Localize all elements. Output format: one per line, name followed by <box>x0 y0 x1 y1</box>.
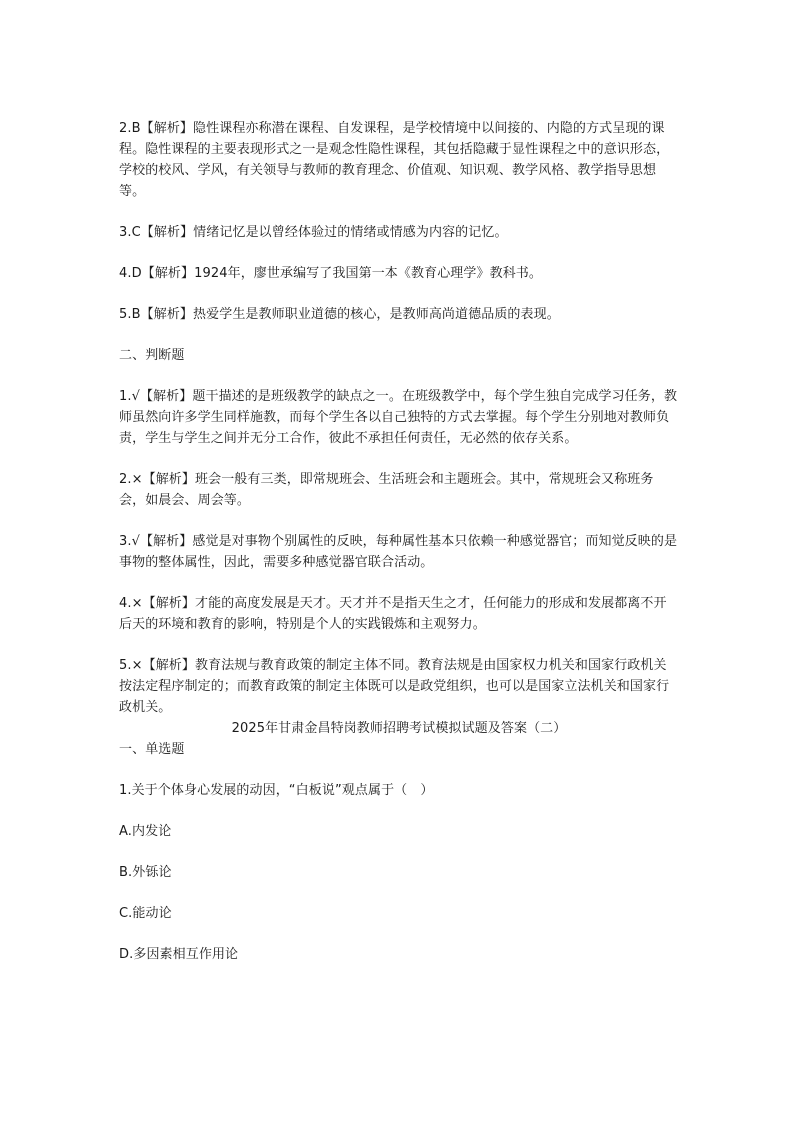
document-content <box>119 118 679 985</box>
judgment-explanation-4: 4.×【解析】才能的高度发展是天才。天才并不是指天生之才，任何能力的形成和发展都离不开后天的环境和教育的影响，特别是个人的实践锻炼和主观努力。 <box>119 596 667 632</box>
option-d: D.多因素相互作用论 <box>119 947 239 962</box>
answer-explanation-5: 5.B【解析】热爱学生是教师职业道德的核心，是教师高尚道德品质的表现。 <box>119 307 560 322</box>
section-title-judgment: 二、判断题 <box>119 348 185 363</box>
judgment-explanation-1: 1.√【解析】题干描述的是班级教学的缺点之一。在班级教学中，每个学生独自完成学习任务，教师虽然向许多学生同样施教，而每个学生各以自己独特的方式去掌握。每个学生分别地对教师负责，学生与学生之间并无分工合作，彼此不承担任何责任，无必然的依存关系。 <box>119 389 678 446</box>
answer-explanation-2: 2.B【解析】隐性课程亦称潜在课程、自发课程，是学校情境中以间接的、内隐的方式呈现的课程。隐性课程的主要表现形式之一是观念性隐性课程，其包括隐藏于显性课程之中的意识形态，学校的校风、学风，有关领导与教师的教育理念、价值观、知识观、教学风格、教学指导思想等。 <box>119 121 670 199</box>
judgment-explanation-2: 2.×【解析】班会一般有三类，即常规班会、生活班会和主题班会。其中，常规班会又称班务会，如晨会、周会等。 <box>119 472 654 508</box>
option-a: A.内发论 <box>119 824 172 839</box>
answer-explanation-3: 3.C【解析】情绪记忆是以曾经体验过的情绪或情感为内容的记忆。 <box>119 225 508 240</box>
question-stem: 1.关于个体身心发展的动因，“白板说”观点属于（ ） <box>119 783 434 798</box>
answer-explanation-4: 4.D【解析】1924年，廖世承编写了我国第一本《教育心理学》教科书。 <box>119 266 542 281</box>
exam-title: 2025年甘肃金昌特岗教师招聘考试模拟试题及答案（二） <box>231 721 567 736</box>
judgment-explanation-3: 3.√【解析】感觉是对事物个别属性的反映，每种属性基本只依赖一种感觉器官；而知觉反映的是事物的整体属性，因此，需要多种感觉器官联合活动。 <box>119 534 678 570</box>
option-c: C.能动论 <box>119 906 172 921</box>
section-title-single-choice: 一、单选题 <box>119 742 185 757</box>
option-b: B.外铄论 <box>119 865 172 880</box>
judgment-explanation-5: 5.×【解析】教育法规与教育政策的制定主体不同。教育法规是由国家权力机关和国家行政机关按法定程序制定的；而教育政策的制定主体既可以是政党组织，也可以是国家立法机关和国家行政机关。 <box>119 658 670 715</box>
